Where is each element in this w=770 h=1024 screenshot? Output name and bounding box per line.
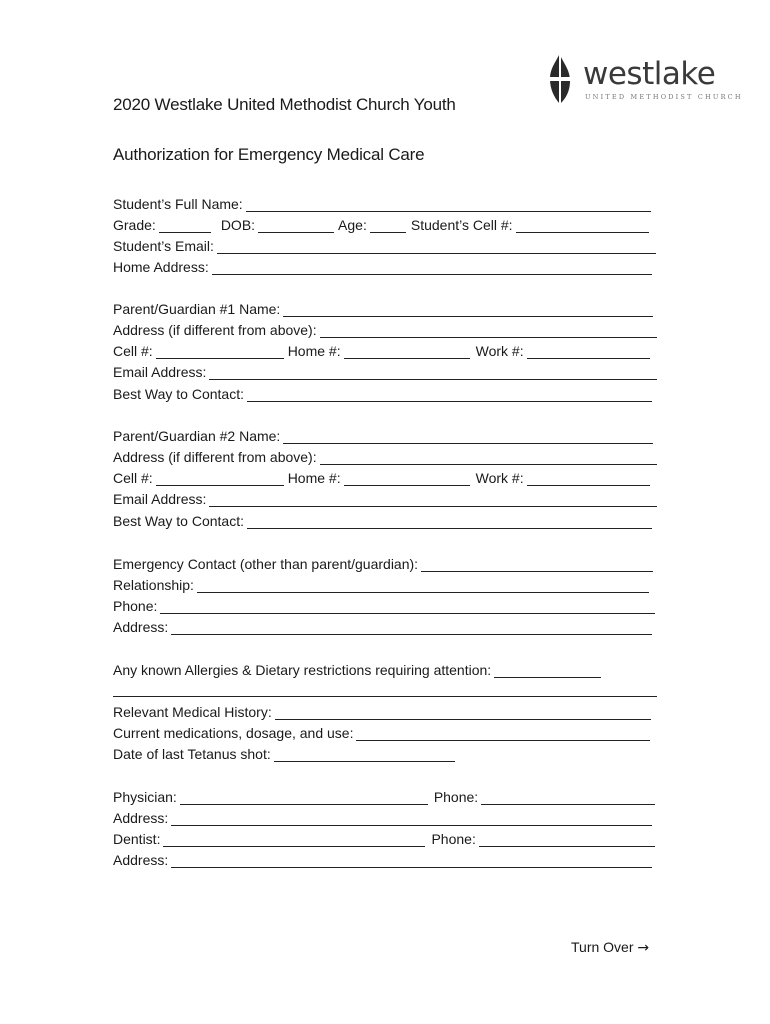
guardian1-email-row [113, 360, 657, 380]
guardian2-home-field[interactable] [344, 470, 470, 486]
emergency-contact-label: Emergency Contact (other than parent/guardian): [113, 556, 419, 572]
turn-over-note [571, 939, 649, 956]
medications-field[interactable] [356, 725, 650, 741]
guardian2-name-row [113, 424, 653, 444]
student-email-field[interactable] [217, 238, 656, 254]
guardian2-address-field[interactable] [320, 449, 657, 465]
allergies-label: Any known Allergies & Dietary restrictions requiring attention: [113, 662, 492, 678]
guardian1-cell-field[interactable] [156, 343, 284, 359]
guardian2-cell-field[interactable] [156, 470, 284, 486]
allergies-field[interactable] [494, 662, 601, 678]
grade-field[interactable] [159, 217, 211, 233]
physician-address-field[interactable] [171, 810, 652, 826]
dentist-label: Dentist: [113, 831, 161, 847]
guardian1-email-field[interactable] [209, 364, 657, 380]
guardian1-contact-row [113, 382, 652, 402]
emergency-contact-row [113, 552, 653, 572]
guardian1-address-row [113, 318, 657, 338]
student-name-field[interactable] [246, 196, 651, 212]
guardian2-contact-label: Best Way to Contact: [113, 513, 244, 529]
guardian1-work-field[interactable] [527, 343, 650, 359]
guardian2-address-row [113, 445, 657, 465]
student-name-row [113, 192, 651, 212]
dentist-field[interactable] [163, 831, 425, 847]
emergency-phone-row [113, 594, 655, 614]
westlake-logo [545, 55, 743, 105]
guardian2-phone-row [113, 466, 650, 486]
emergency-contact-field[interactable] [421, 556, 653, 572]
guardian2-name-field[interactable] [283, 428, 653, 444]
home-address-field[interactable] [212, 259, 652, 275]
tetanus-label: Date of last Tetanus shot: [113, 746, 271, 762]
guardian2-email-field[interactable] [209, 491, 657, 507]
guardian1-cell-label: Cell #: [113, 343, 153, 359]
tetanus-row [113, 742, 455, 762]
allergies-row [113, 658, 601, 678]
dentist-phone-field[interactable] [479, 831, 655, 847]
guardian1-address-label: Address (if different from above): [113, 322, 317, 338]
physician-phone-label: Phone: [433, 789, 479, 805]
dentist-address-field[interactable] [171, 852, 652, 868]
physician-address-label: Address: [113, 810, 169, 826]
dentist-row [113, 827, 655, 847]
medical-history-label: Relevant Medical History: [113, 704, 272, 720]
medications-row [113, 721, 650, 741]
form-subtitle: Authorization for Emergency Medical Care [113, 145, 425, 164]
grade-label: Grade: [113, 217, 156, 233]
physician-address-row [113, 806, 652, 826]
physician-field[interactable] [180, 789, 428, 805]
form-title: 2020 Westlake United Methodist Church Youth [113, 95, 456, 114]
relationship-label: Relationship: [113, 577, 194, 593]
guardian2-cell-label: Cell #: [113, 470, 153, 486]
student-name-label: Student’s Full Name: [113, 196, 243, 212]
guardian2-work-field[interactable] [527, 470, 650, 486]
guardian1-name-row [113, 297, 653, 317]
dob-label: DOB: [220, 217, 256, 233]
guardian2-name-label: Parent/Guardian #2 Name: [113, 428, 281, 444]
guardian2-email-label: Email Address: [113, 491, 207, 507]
medical-history-field[interactable] [275, 704, 651, 720]
dentist-address-row [113, 848, 652, 868]
guardian2-contact-row [113, 509, 652, 529]
cross-flame-icon [545, 55, 575, 105]
guardian1-home-label: Home #: [287, 343, 341, 359]
medications-label: Current medications, dosage, and use: [113, 725, 354, 741]
emergency-address-field[interactable] [171, 619, 652, 635]
student-email-row [113, 234, 656, 254]
guardian1-email-label: Email Address: [113, 364, 207, 380]
relationship-row [113, 573, 649, 593]
dentist-address-label: Address: [113, 852, 169, 868]
physician-row [113, 785, 655, 805]
arrow-right-icon: → [637, 940, 650, 956]
logo-subtitle: UNITED METHODIST CHURCH [585, 93, 743, 101]
age-label: Age: [338, 217, 367, 233]
dob-field[interactable] [258, 217, 334, 233]
relationship-field[interactable] [197, 577, 649, 593]
guardian2-home-label: Home #: [287, 470, 341, 486]
student-info-row [113, 213, 649, 233]
guardian1-name-field[interactable] [283, 301, 653, 317]
allergies-extra-line[interactable] [113, 695, 657, 697]
emergency-address-label: Address: [113, 619, 169, 635]
guardian1-name-label: Parent/Guardian #1 Name: [113, 301, 281, 317]
student-cell-label: Student’s Cell #: [410, 217, 513, 233]
guardian2-work-label: Work #: [475, 470, 524, 486]
guardian1-address-field[interactable] [320, 322, 657, 338]
logo-wordmark: westlake [583, 56, 716, 92]
physician-phone-field[interactable] [481, 789, 655, 805]
guardian1-home-field[interactable] [344, 343, 470, 359]
guardian2-contact-field[interactable] [247, 513, 652, 529]
home-address-label: Home Address: [113, 259, 209, 275]
guardian1-phone-row [113, 339, 650, 359]
guardian2-address-label: Address (if different from above): [113, 449, 317, 465]
physician-label: Physician: [113, 789, 177, 805]
home-address-row [113, 255, 652, 275]
emergency-phone-label: Phone: [113, 598, 158, 614]
student-cell-field[interactable] [516, 217, 649, 233]
student-email-label: Student’s Email: [113, 238, 214, 254]
tetanus-field[interactable] [274, 746, 455, 762]
guardian2-email-row [113, 487, 657, 507]
guardian1-contact-label: Best Way to Contact: [113, 386, 244, 402]
turn-over-label: Turn Over [571, 939, 634, 955]
guardian1-work-label: Work #: [475, 343, 524, 359]
emergency-phone-field[interactable] [160, 598, 655, 614]
guardian1-contact-field[interactable] [247, 386, 652, 402]
emergency-address-row [113, 615, 652, 635]
dentist-phone-label: Phone: [431, 831, 476, 847]
age-field[interactable] [370, 217, 406, 233]
medical-history-row [113, 700, 651, 720]
